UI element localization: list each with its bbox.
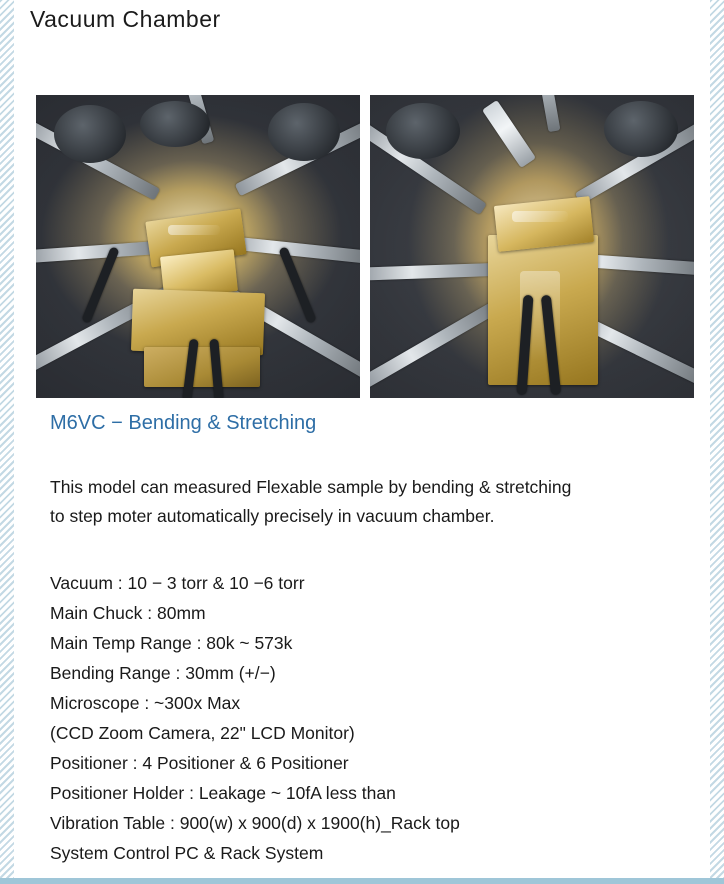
right-decorative-border [710, 0, 724, 884]
specular-highlight [168, 225, 220, 235]
spec-item: Positioner Holder : Leakage ~ 10fA less than [50, 783, 396, 803]
description-line-2: to step moter automatically precisely in vacuum chamber. [50, 506, 495, 526]
description-line-1: This model can measured Flexable sample by bending & stretching [50, 477, 572, 497]
spec-item: Microscope : ~300x Max [50, 693, 241, 713]
chamber-port-flange [386, 103, 460, 159]
model-subheading: M6VC − Bending & Stretching [50, 412, 317, 434]
vacuum-chamber-photo-left [36, 95, 360, 398]
spec-item: Main Chuck : 80mm [50, 603, 206, 623]
description-paragraph [50, 473, 670, 531]
chamber-port-flange [268, 103, 340, 161]
spec-item: Vacuum : 10 − 3 torr & 10 −6 torr [50, 573, 305, 593]
chamber-port-flange [140, 101, 210, 147]
spec-item: Main Temp Range : 80k ~ 573k [50, 633, 293, 653]
spec-item: Bending Range : 30mm (+/−) [50, 663, 276, 683]
spec-item: Vibration Table : 900(w) x 900(d) x 1900(h)_Rack top [50, 813, 460, 833]
header-whitespace-notch [460, 0, 710, 18]
chamber-port-flange [54, 105, 126, 163]
vacuum-chamber-photo-right [370, 95, 694, 398]
header-whitespace-notch-secondary [460, 18, 698, 52]
left-decorative-border [0, 0, 14, 884]
specification-list [50, 568, 670, 868]
document-body [14, 0, 710, 884]
spec-item: System Control PC & Rack System [50, 843, 324, 863]
specular-highlight [512, 211, 568, 222]
chamber-port-flange [604, 101, 678, 157]
page-title: Vacuum Chamber [30, 6, 221, 32]
spec-item: (CCD Zoom Camera, 22" LCD Monitor) [50, 723, 355, 743]
spec-item: Positioner : 4 Positioner & 6 Positioner [50, 753, 349, 773]
brass-base-plate [144, 347, 260, 387]
photo-gallery [36, 95, 694, 398]
